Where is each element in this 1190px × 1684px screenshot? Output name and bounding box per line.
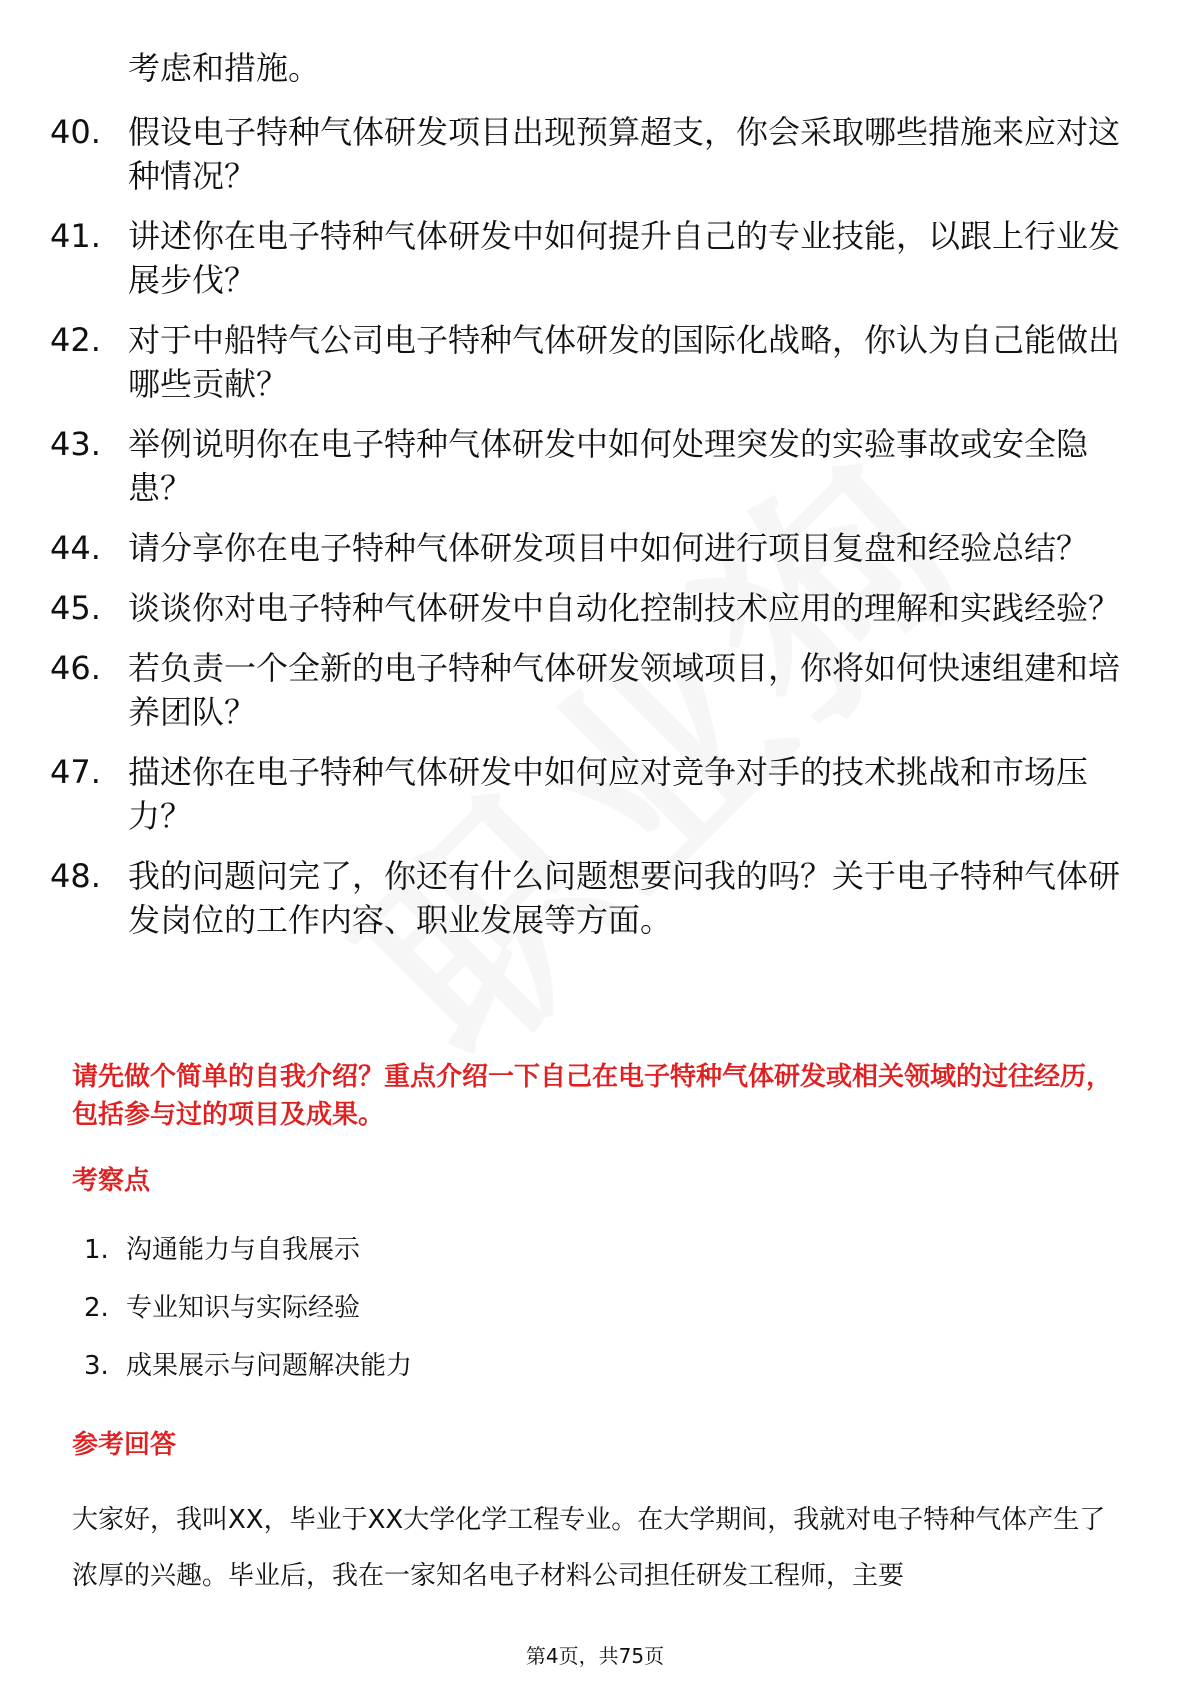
question-text: 描述你在电子特种气体研发中如何应对竞争对手的技术挑战和市场压力？ bbox=[128, 753, 1089, 835]
highlight-question: 请先做个简单的自我介绍？重点介绍一下自己在电子特种气体研发或相关领域的过往经历，包括参与过的项目及成果。 bbox=[72, 1062, 1113, 1130]
question-number: 44. bbox=[50, 529, 101, 567]
point-item bbox=[84, 1232, 412, 1290]
question-item bbox=[50, 318, 1130, 406]
question-text: 对于中船特气公司电子特种气体研发的国际化战略，你认为自己能做出哪些贡献？ bbox=[128, 321, 1121, 403]
question-item bbox=[50, 854, 1130, 942]
point-item bbox=[84, 1348, 412, 1406]
question-number: 42. bbox=[50, 321, 101, 359]
question-text: 谈谈你对电子特种气体研发中自动化控制技术应用的理解和实践经验？ bbox=[128, 589, 1121, 627]
question-number: 40. bbox=[50, 113, 101, 151]
points-heading: 考察点 bbox=[72, 1166, 151, 1196]
question-number: 48. bbox=[50, 857, 101, 895]
question-text: 举例说明你在电子特种气体研发中如何处理突发的实验事故或安全隐患？ bbox=[128, 425, 1089, 507]
points-list bbox=[84, 1232, 412, 1406]
question-list bbox=[50, 110, 1130, 958]
question-item bbox=[50, 526, 1130, 570]
point-text: 专业知识与实际经验 bbox=[126, 1293, 361, 1323]
question-item bbox=[50, 586, 1130, 630]
answer-heading: 参考回答 bbox=[72, 1430, 177, 1460]
question-number: 46. bbox=[50, 649, 101, 687]
point-number: 2. bbox=[84, 1293, 109, 1323]
question-item bbox=[50, 110, 1130, 198]
point-text: 成果展示与问题解决能力 bbox=[126, 1351, 413, 1381]
answer-paragraph: 大家好，我叫XX，毕业于XX大学化学工程专业。在大学期间，我就对电子特种气体产生了浓厚的兴趣。毕业后，我在一家知名电子材料公司担任研发工程师，主要 bbox=[72, 1505, 1106, 1591]
page-footer: 第4页，共75页 bbox=[525, 1644, 665, 1668]
point-item bbox=[84, 1290, 412, 1348]
point-number: 1. bbox=[84, 1235, 109, 1265]
question-text: 请分享你在电子特种气体研发项目中如何进行项目复盘和经验总结？ bbox=[128, 529, 1089, 567]
question-item bbox=[50, 646, 1130, 734]
point-number: 3. bbox=[84, 1351, 109, 1381]
question-number: 41. bbox=[50, 217, 101, 255]
point-text: 沟通能力与自我展示 bbox=[126, 1235, 361, 1265]
question-text: 若负责一个全新的电子特种气体研发领域项目，你将如何快速组建和培养团队？ bbox=[128, 649, 1121, 731]
question-item bbox=[50, 750, 1130, 838]
question-text: 我的问题问完了，你还有什么问题想要问我的吗？关于电子特种气体研发岗位的工作内容、职业发展等方面。 bbox=[128, 857, 1121, 939]
question-number: 47. bbox=[50, 753, 101, 791]
continued-question-text: 考虑和措施。 bbox=[128, 49, 321, 87]
question-text: 讲述你在电子特种气体研发中如何提升自己的专业技能，以跟上行业发展步伐？ bbox=[128, 217, 1121, 299]
question-number: 43. bbox=[50, 425, 101, 463]
question-item bbox=[50, 422, 1130, 510]
question-text: 假设电子特种气体研发项目出现预算超支，你会采取哪些措施来应对这种情况？ bbox=[128, 113, 1121, 195]
question-item bbox=[50, 214, 1130, 302]
question-number: 45. bbox=[50, 589, 101, 627]
